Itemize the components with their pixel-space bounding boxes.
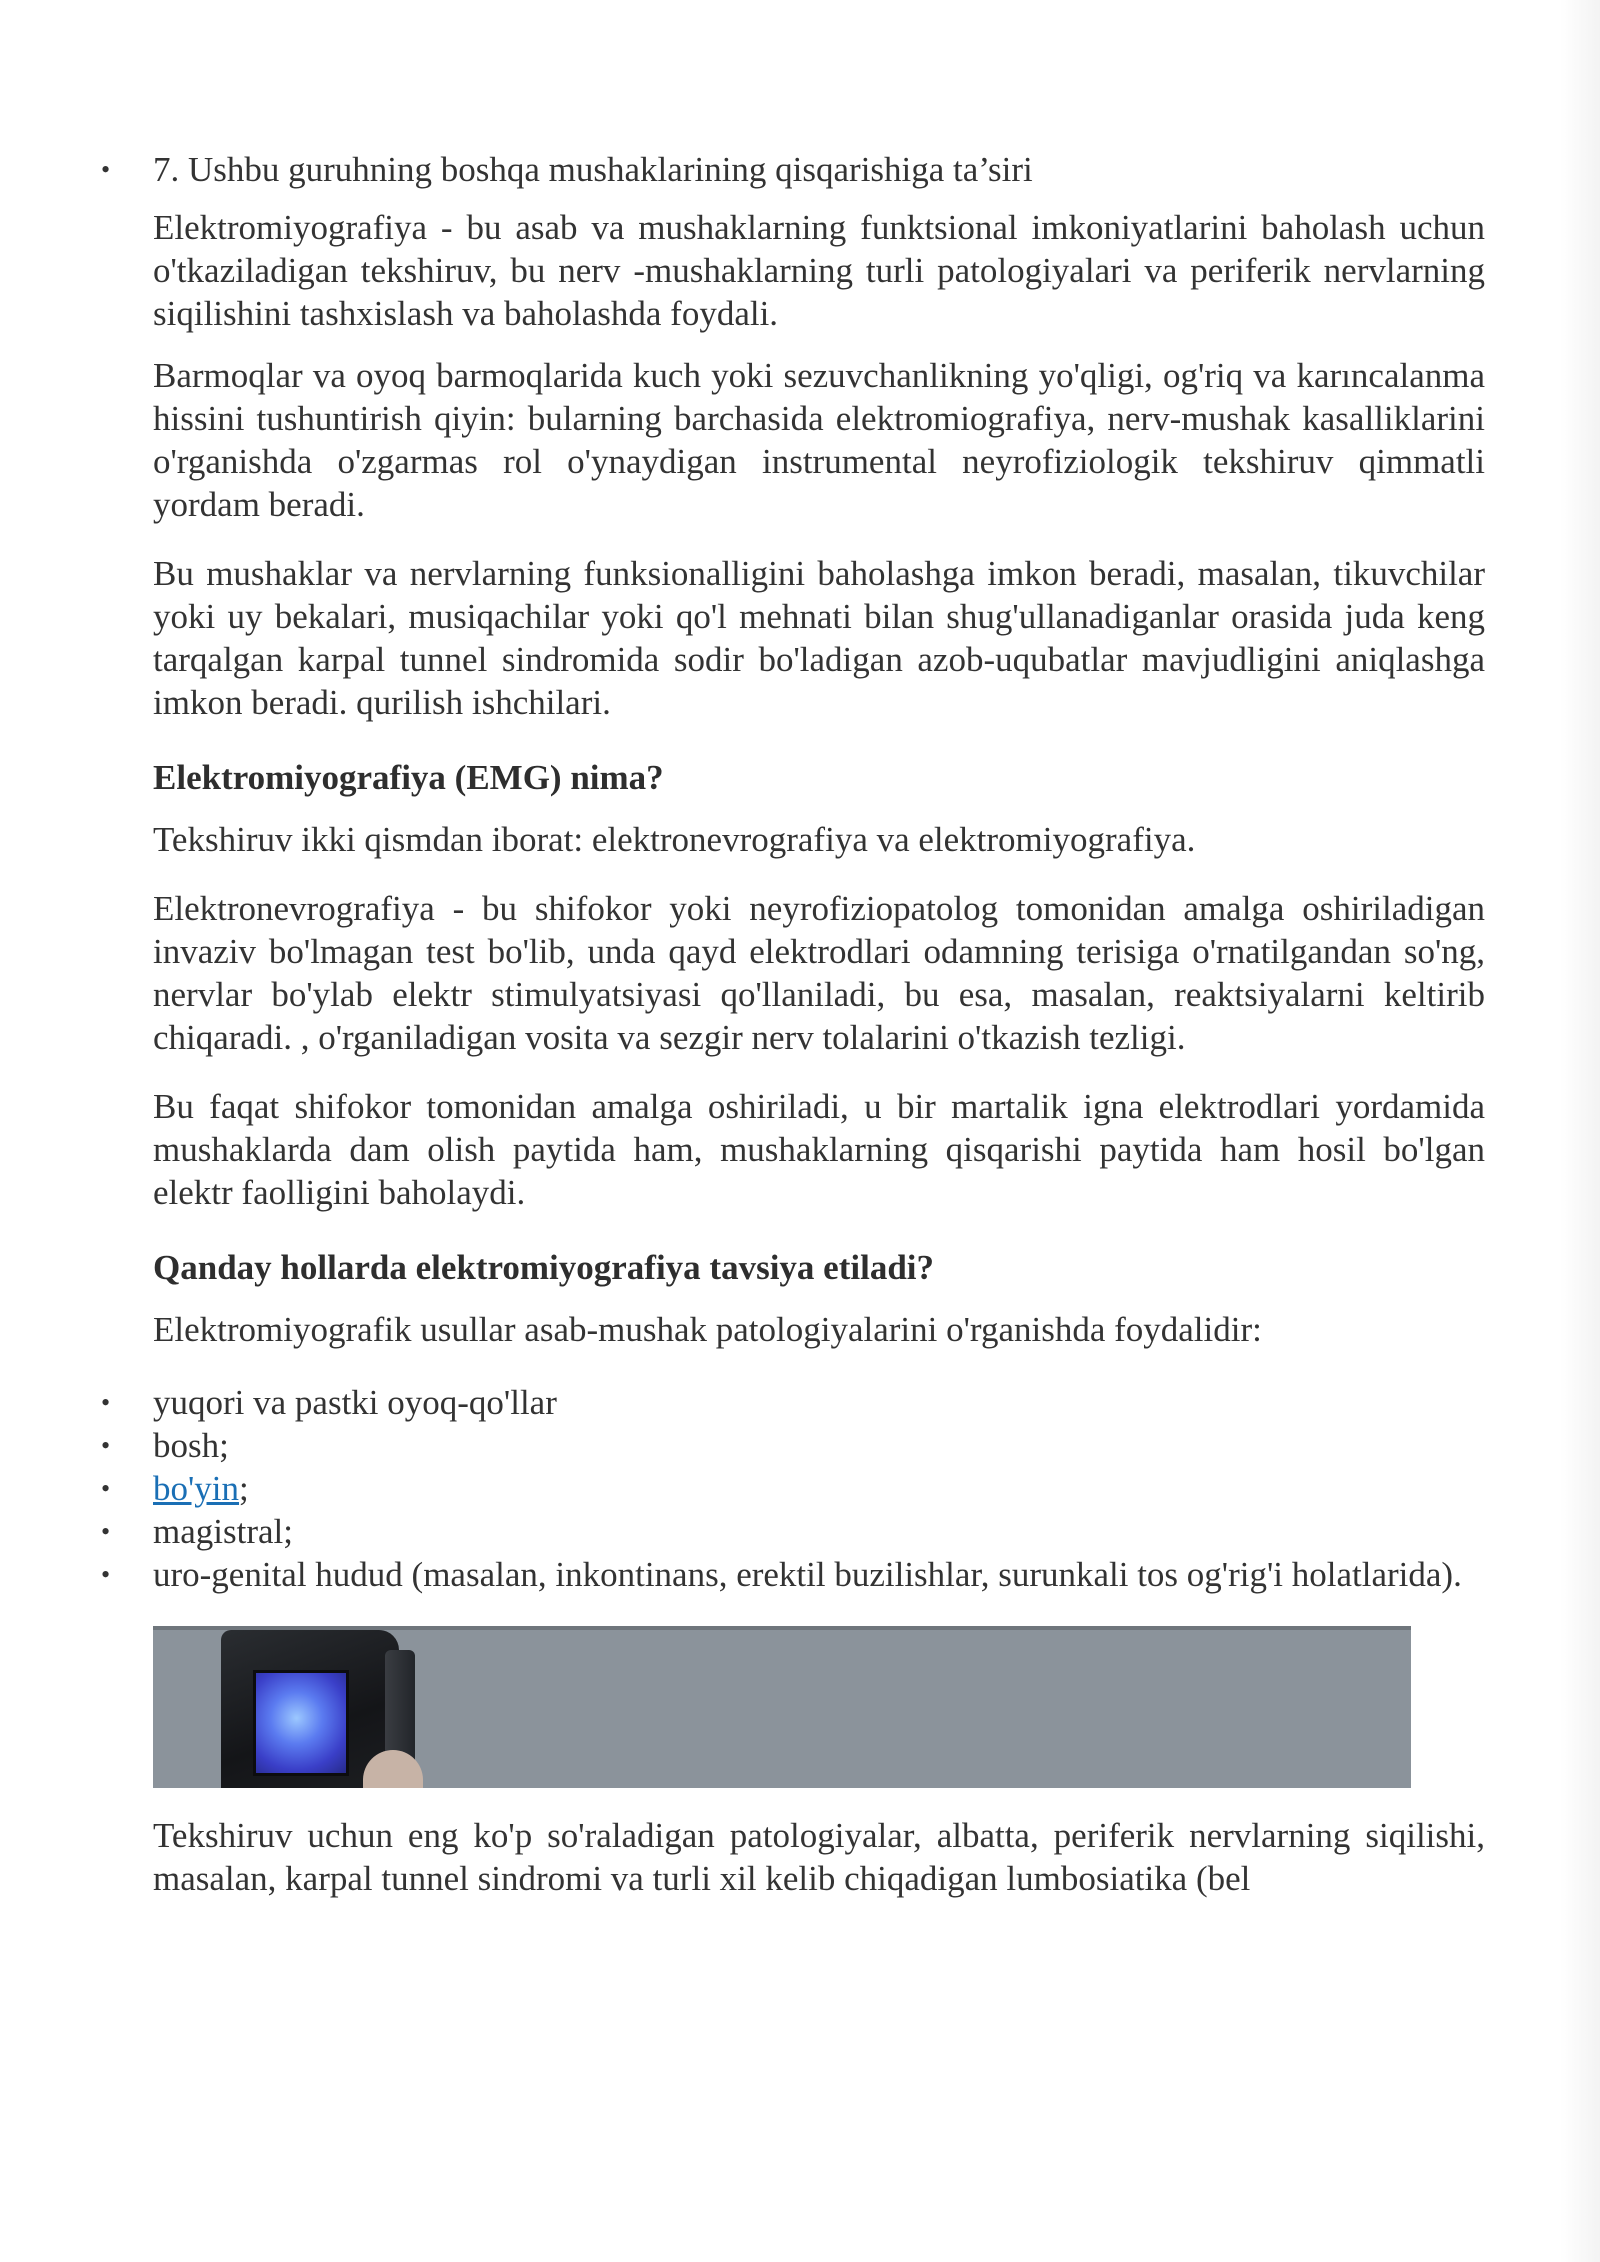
- document-body: [101, 148, 1485, 1900]
- list-item: [101, 1553, 1485, 1596]
- bullet-dot-icon: •: [101, 1560, 111, 1589]
- list-item: [101, 1510, 1485, 1553]
- thermal-camera-banner-image: [153, 1626, 1411, 1788]
- intro-bullet-text: 7. Ushbu guruhning boshqa mushaklarining qisqarishiga ta’siri: [153, 150, 1033, 189]
- neck-link[interactable]: bo'yin: [153, 1469, 240, 1508]
- paragraph-carpal-tunnel: Bu mushaklar va nervlarning funksionalligini baholashga imkon beradi, masalan, tikuvchilar yoki uy bekalari, musiqachilar yoki qo'l mehnati bilan shug'ullanadiganlar orasida juda keng tarqalgan karpal tunnel sindromida sodir bo'ladigan azob-uqubatlar mavjudligini aniqlashga imkon beradi. qurilish ishchilari.: [153, 554, 1485, 722]
- list-item: [101, 1381, 1485, 1424]
- list-item-text: bosh;: [153, 1426, 229, 1465]
- paragraph-electroneurography: Elektronevrografiya - bu shifokor yoki neyrofiziopatolog tomonidan amalga oshiriladigan invaziv bo'lmagan test bo'lib, unda qayd elektrodlari odamning terisiga o'rnatilgandan so'ng, nervlar bo'ylab elektr stimulyatsiyasi qo'llaniladi, bu esa, masalan, reaktsiyalarni keltirib chiqaradi. , o'rganiladigan vosita va sezgir nerv tolalarini o'tkazish tezligi.: [153, 889, 1485, 1057]
- list-item-suffix: ;: [239, 1469, 249, 1508]
- list-item: [101, 1467, 1485, 1510]
- heading-when-recommended: Qanday hollarda elektromiyografiya tavsiya etiladi?: [153, 1248, 935, 1287]
- paragraph-needle-electrodes: Bu faqat shifokor tomonidan amalga oshiriladi, u bir martalik igna elektrodlari yordamida mushaklarda dam olish paytida ham, mushaklarning qisqarishi paytida ham hosil bo'lgan elektr faolligini baholaydi.: [153, 1087, 1485, 1212]
- list-item-text: uro-genital hudud (masalan, inkontinans, erektil buzilishlar, surunkali tos og'rig'i holatlarida).: [153, 1555, 1462, 1594]
- bullet-dot-icon: •: [101, 1517, 111, 1546]
- paragraph-symptoms: Barmoqlar va oyoq barmoqlarida kuch yoki sezuvchanlikning yo'qligi, og'riq va karıncalanma hissini tushuntirish qiyin: bularning barchasida elektromiografiya, nerv-mushak kasalliklarini o'rganishda o'zgarmas rol o'ynaydigan instrumental neyrofiziologik tekshiruv qimmatli yordam beradi.: [153, 356, 1485, 524]
- paragraph-two-parts: Tekshiruv ikki qismdan iborat: elektronevrografiya va elektromiyografiya.: [153, 820, 1196, 859]
- page-edge-shadow: [1560, 0, 1600, 2262]
- heading-what-is-emg: Elektromiyografiya (EMG) nima?: [153, 758, 664, 797]
- paragraph-methods-useful: Elektromiyografik usullar asab-mushak patologiyalarini o'rganishda foydalidir:: [153, 1310, 1262, 1349]
- list-item: [101, 1424, 1485, 1467]
- body-regions-list: [101, 1381, 1485, 1596]
- bullet-dot-icon: •: [101, 1388, 111, 1417]
- paragraph-emg-definition: Elektromiyografiya - bu asab va mushaklarning funktsional imkoniyatlarini baholash uchun o'tkaziladigan tekshiruv, bu nerv -mushaklarning turli patologiyalari va periferik nervlarning siqilishini tashxislash va baholashda foydali.: [153, 208, 1485, 333]
- paragraph-requested-pathologies: Tekshiruv uchun eng ko'p so'raladigan patologiyalar, albatta, periferik nervlarning siqilishi, masalan, karpal tunnel sindromi va turli xil kelib chiqadigan lumbosiatika (bel: [153, 1816, 1485, 1898]
- bullet-dot-icon: •: [101, 155, 111, 184]
- intro-bullet: [101, 148, 1485, 191]
- bullet-dot-icon: •: [101, 1474, 111, 1503]
- list-item-text: yuqori va pastki oyoq-qo'llar: [153, 1383, 557, 1422]
- list-item-text: magistral;: [153, 1512, 293, 1551]
- bullet-dot-icon: •: [101, 1431, 111, 1460]
- camera-screen: [253, 1670, 349, 1776]
